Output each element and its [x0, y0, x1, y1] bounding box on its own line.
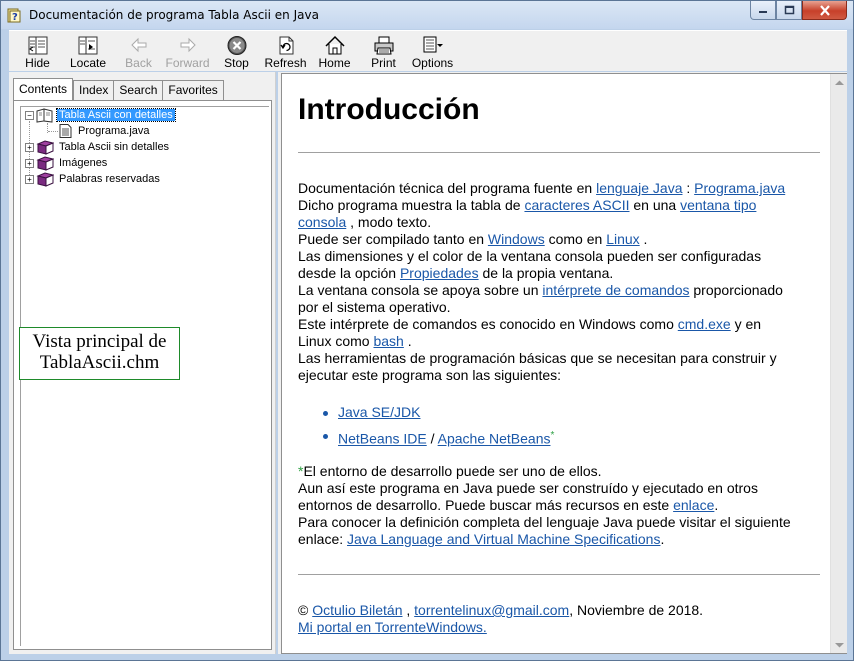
- text: Dicho programa muestra la tabla de: [298, 197, 525, 213]
- page-icon: [59, 124, 72, 138]
- back-button[interactable]: [114, 31, 163, 71]
- footnote-marker: *: [298, 463, 304, 479]
- print-label: Print: [371, 56, 396, 70]
- forward-arrow-icon: [177, 35, 199, 56]
- stop-label: Stop: [224, 56, 249, 70]
- tree-item-tabla-ascii-sin-detalles[interactable]: [25, 139, 171, 155]
- notes-paragraph: [298, 463, 820, 548]
- text: de la propia ventana.: [478, 265, 614, 281]
- text: ,: [402, 602, 415, 618]
- text: El entorno de desarrollo puede ser uno de ellos.: [303, 463, 602, 479]
- collapse-toggle-icon[interactable]: −: [25, 111, 34, 120]
- print-button[interactable]: [359, 31, 408, 71]
- content-frame: [281, 73, 847, 654]
- tree-item-label: Palabras reservadas: [59, 173, 160, 185]
- tab-search[interactable]: [113, 80, 163, 100]
- text: desde la opción: [298, 265, 400, 281]
- refresh-icon: [275, 35, 297, 56]
- text: /: [426, 430, 438, 447]
- text: por el sistema operativo.: [298, 299, 451, 315]
- back-arrow-icon: [128, 35, 150, 56]
- list-item: [320, 427, 554, 450]
- tree-item-imagenes[interactable]: [25, 155, 109, 171]
- scroll-down-icon: [835, 642, 844, 648]
- link-programa-java[interactable]: Programa.java: [694, 180, 786, 196]
- link-windows[interactable]: Windows: [487, 231, 545, 247]
- text: Las herramientas de programación básicas que se necesitan para construir y: [298, 350, 777, 366]
- home-button[interactable]: [310, 31, 359, 71]
- refresh-label: Refresh: [264, 56, 307, 70]
- expand-toggle-icon[interactable]: +: [25, 159, 34, 168]
- hide-icon: [27, 35, 49, 56]
- tree-item-label: Programa.java: [78, 125, 150, 137]
- stop-button[interactable]: [212, 31, 261, 71]
- scroll-up-button[interactable]: [831, 74, 848, 91]
- link-caracteres-ascii[interactable]: caracteres ASCII: [524, 197, 630, 213]
- text: .: [403, 333, 412, 349]
- topic-content: [298, 74, 820, 653]
- hide-button[interactable]: [13, 31, 62, 71]
- text: .: [714, 497, 719, 513]
- link-consola[interactable]: consola: [298, 214, 347, 230]
- text: :: [682, 180, 695, 196]
- tab-favorites[interactable]: [162, 80, 223, 100]
- minimize-icon: [758, 5, 768, 15]
- text: ejecutar este programa son las siguientes:: [298, 367, 562, 383]
- list-item: [320, 404, 554, 427]
- forward-label: Forward: [165, 56, 210, 70]
- link-apache-netbeans[interactable]: Apache NetBeans: [437, 430, 551, 447]
- text: como en: [544, 231, 607, 247]
- link-propiedades[interactable]: Propiedades: [399, 265, 479, 281]
- link-author[interactable]: Octulio Biletán: [312, 602, 403, 618]
- open-book-icon: [36, 108, 54, 123]
- options-label: Options: [411, 56, 454, 70]
- expand-toggle-icon[interactable]: +: [25, 143, 34, 152]
- tree-item-label: Tabla Ascii con detalles: [59, 109, 173, 121]
- divider: [298, 574, 820, 575]
- toolbar: [9, 30, 847, 71]
- help-app-icon: [7, 7, 23, 23]
- options-icon: [422, 35, 444, 56]
- book-icon: [36, 156, 54, 171]
- link-cmd-exe[interactable]: cmd.exe: [677, 316, 731, 332]
- text: en una: [629, 197, 681, 213]
- tree-item-palabras-reservadas[interactable]: [25, 171, 162, 187]
- text: Este intérprete de comandos es conocido en Windows como: [298, 316, 678, 332]
- link-enlace[interactable]: enlace: [673, 497, 715, 513]
- link-netbeans-ide[interactable]: NetBeans IDE: [338, 430, 427, 447]
- text: enlace:: [298, 531, 348, 547]
- maximize-icon: [784, 5, 795, 15]
- text: , Noviembre de 2018.: [569, 602, 704, 618]
- forward-button[interactable]: [163, 31, 212, 71]
- content-pane: [278, 72, 847, 654]
- text: y en: [730, 316, 762, 332]
- expand-toggle-icon[interactable]: +: [25, 175, 34, 184]
- link-linux[interactable]: Linux: [606, 231, 640, 247]
- text: proporcionado: [689, 282, 783, 298]
- footer: [298, 602, 820, 636]
- tab-index[interactable]: [73, 80, 114, 100]
- intro-paragraph: [298, 180, 820, 384]
- link-interprete-de-comandos[interactable]: intérprete de comandos: [542, 282, 690, 298]
- vertical-scrollbar[interactable]: [830, 74, 847, 653]
- annotation-caption: [19, 327, 180, 380]
- tab-contents-label: Contents: [19, 82, 68, 96]
- close-icon: [819, 5, 831, 16]
- book-icon: [36, 140, 54, 155]
- close-button[interactable]: [802, 1, 847, 20]
- scroll-down-button[interactable]: [831, 636, 848, 653]
- tools-list: [320, 404, 554, 450]
- svg-text:?: ?: [12, 12, 18, 23]
- navigation-pane: [9, 72, 276, 654]
- text: , modo texto.: [346, 214, 432, 230]
- annotation-line-2: TablaAscii.chm: [39, 352, 160, 373]
- maximize-button[interactable]: [776, 1, 802, 20]
- home-label: Home: [318, 56, 351, 70]
- tab-favorites-label: Favorites: [168, 83, 218, 97]
- text: La ventana consola se apoya sobre un: [298, 282, 543, 298]
- refresh-button[interactable]: [261, 31, 310, 71]
- title-bar[interactable]: [1, 1, 853, 29]
- link-ventana-tipo[interactable]: ventana tipo: [680, 197, 757, 213]
- link-java-se-jdk[interactable]: Java SE/JDK: [338, 404, 421, 420]
- text: Documentación técnica del programa fuente en: [298, 180, 597, 196]
- text: Para conocer la definición completa del lenguaje Java puede visitar el siguiente: [298, 514, 791, 530]
- tab-contents[interactable]: [13, 78, 73, 100]
- stop-icon: [226, 35, 248, 56]
- hide-label: Hide: [25, 56, 50, 70]
- text: Puede ser compilado tanto en: [298, 231, 488, 247]
- tree-item-tabla-ascii-con-detalles[interactable]: [25, 107, 175, 123]
- tree-item-programa-java[interactable]: [59, 123, 152, 139]
- window-title: Documentación de programa Tabla Ascii en Java: [29, 8, 319, 22]
- tree-item-label: Tabla Ascii sin detalles: [59, 141, 170, 153]
- annotation-line-1: Vista principal de: [32, 331, 167, 352]
- divider: [298, 152, 820, 153]
- link-email[interactable]: torrentelinux@gmail.com: [414, 602, 570, 618]
- link-portal[interactable]: Mi portal en TorrenteWindows.: [298, 619, 487, 635]
- back-label: Back: [125, 56, 152, 70]
- tree-connector: [48, 131, 58, 132]
- locate-button[interactable]: [62, 31, 114, 71]
- options-button[interactable]: [408, 31, 457, 71]
- text: entornos de desarrollo. Puede buscar más recursos en este: [298, 497, 674, 513]
- text: Aun así este programa en Java puede ser construído y ejecutado en otros: [298, 480, 758, 496]
- home-icon: [324, 35, 346, 56]
- tab-index-label: Index: [79, 83, 109, 97]
- copyright-symbol: ©: [298, 602, 313, 618]
- link-lenguaje-java[interactable]: lenguaje Java: [596, 180, 683, 196]
- page-title: Introducción: [298, 93, 480, 126]
- text: .: [660, 531, 665, 547]
- footnote-marker: *: [550, 430, 555, 441]
- link-java-language-specifications[interactable]: Java Language and Virtual Machine Specifications: [347, 531, 661, 547]
- locate-label: Locate: [69, 56, 107, 70]
- text: .: [639, 231, 648, 247]
- text: Las dimensiones y el color de la ventana consola pueden ser configuradas: [298, 248, 762, 264]
- link-bash[interactable]: bash: [373, 333, 404, 349]
- book-icon: [36, 172, 54, 187]
- print-icon: [373, 35, 395, 56]
- nav-tabs: [13, 78, 223, 100]
- minimize-button[interactable]: [750, 1, 776, 20]
- text: Linux como: [298, 333, 374, 349]
- tab-search-label: Search: [119, 83, 158, 97]
- scroll-up-icon: [835, 80, 844, 86]
- tree-item-label: Imágenes: [59, 157, 108, 169]
- locate-icon: [77, 35, 99, 56]
